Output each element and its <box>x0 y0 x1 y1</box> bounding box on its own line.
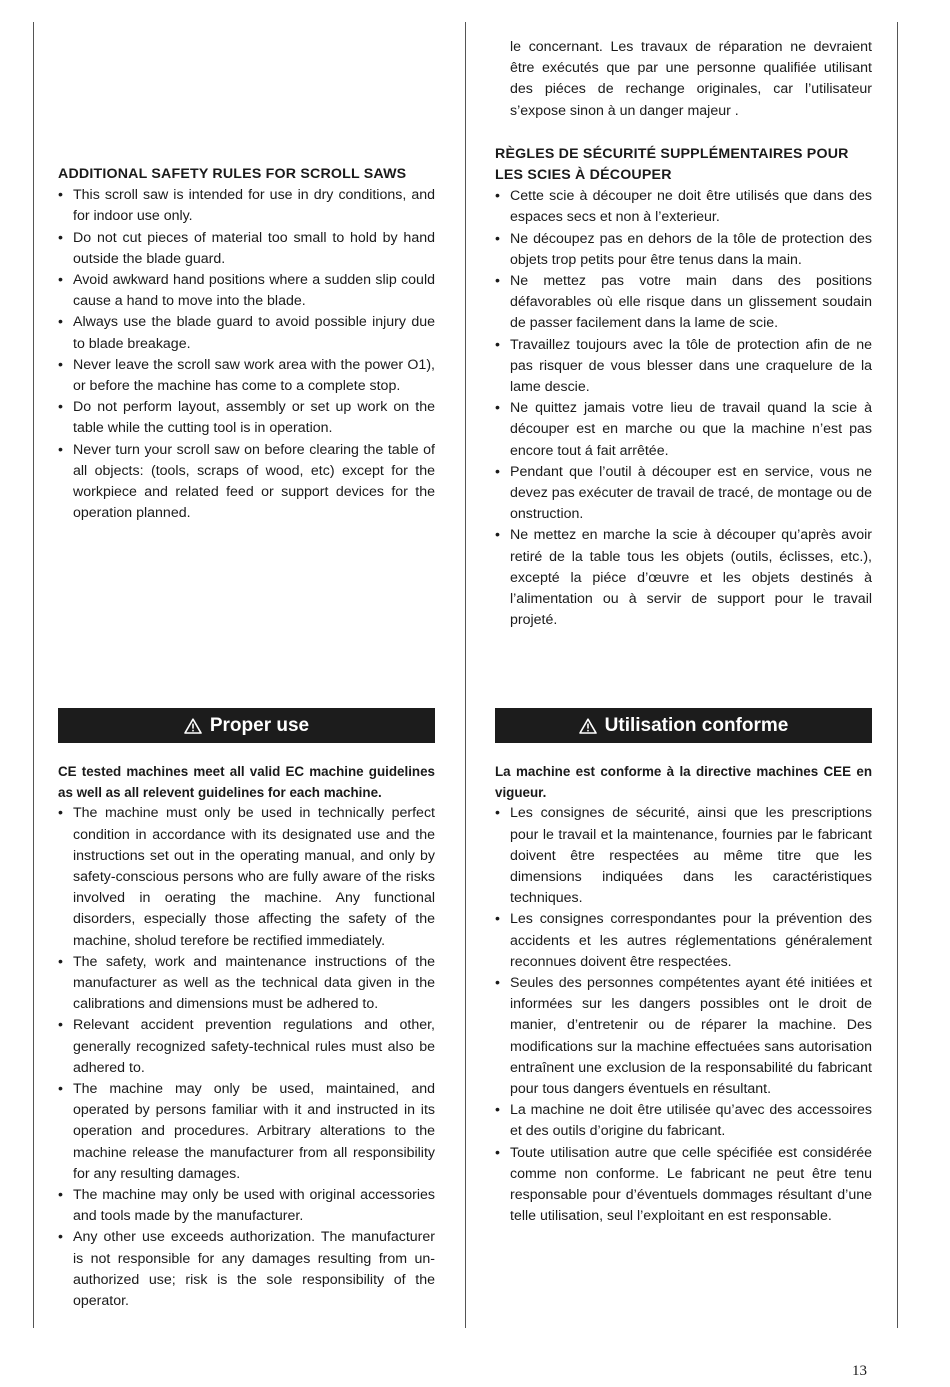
utilisation-conforme-banner <box>495 708 872 743</box>
list-item: • Relevant accident prevention regulations and other, generally recognized safety-technical rules must also be adhered to. <box>58 1015 435 1079</box>
list-item: • Do not perform layout, assembly or set up work on the table while the cutting tool is in operation. <box>58 397 435 439</box>
right-margin-rule <box>897 22 898 1328</box>
list-item: • This scroll saw is intended for use in dry conditions, and for indoor use only. <box>58 185 435 227</box>
list-item: • Any other use exceeds authorization. The manufacturer is not responsible for any damages resulting from un-authorized use; risk is the sole responsibility of the operator. <box>58 1227 435 1312</box>
right-safety-heading: RÈGLES DE SÉCURITÉ SUPPLÉMENTAIRES POUR LES SCIES À DÉCOUPER <box>495 145 849 184</box>
list-item: • Do not cut pieces of material too small to hold by hand outside the blade guard. <box>58 228 435 270</box>
left-lead-text: CE tested machines meet all valid EC machine guidelines as well as all relevent guidelines for each machine. <box>58 764 435 801</box>
list-item: • Les consignes correspondantes pour la prévention des accidents et les autres réglementations généralement reconnues doivent être respectées. <box>495 909 872 973</box>
list-item: • Seules des personnes compétentes ayant été initiées et informées sur les dangers possibles ont le droit de manier, d’entretenir ou de réparer la machine. Des modifications sur la machine effectuées sans autorisation entraînent une exclusion de la responsabilité du fabricant pour tous dangers éventuels en résultant. <box>495 973 872 1100</box>
proper-use-title: Proper use <box>209 714 310 736</box>
list-item: • The machine may only be used, maintained, and operated by persons familiar with it and instructed in its operation and procedures. Arbitrary alterations to the machine release the manufacturer from all responsibility for any resulting damages. <box>58 1079 435 1185</box>
list-item: • The machine must only be used in technically perfect condition in accordance with its designated use and the instructions set out in the operating manual, and only by safety-conscious persons who are fully aware of the risks involved in oerating the machine. Any functional disorders, especially those affecting the safety of the machine, sholud terefore be rectified immediately. <box>58 803 435 951</box>
left-safety-heading: ADDITIONAL SAFETY RULES FOR SCROLL SAWS <box>58 166 407 182</box>
page-number: 13 <box>852 1363 867 1379</box>
list-item: • Never turn your scroll saw on before clearing the table of all objects: (tools, scraps of wood, etc) except for the workpiece and related feed or support devices for the operation planned. <box>58 440 435 525</box>
list-item: • Travaillez toujours avec la tôle de protection afin de ne pas risquer de vous blesser dans une craquelure de la lame descie. <box>495 335 872 399</box>
right-utilisation-section <box>495 761 872 1227</box>
center-divider-rule <box>465 22 466 1328</box>
list-item: • Ne mettez pas votre main dans des positions défavorables où elle risque dans un glissement soudain de passer facilement dans la lame de scie. <box>495 271 872 335</box>
list-item: • Cette scie à découper ne doit être utilisés que dans des espaces secs et non à l’exterieur. <box>495 186 872 228</box>
utilisation-conforme-title: Utilisation conforme <box>604 714 789 736</box>
warning-icon <box>184 718 202 734</box>
list-item: • The machine may only be used with original accessories and tools made by the manufacturer. <box>58 1185 435 1227</box>
list-item: • Avoid awkward hand positions where a sudden slip could cause a hand to move into the blade. <box>58 270 435 312</box>
list-item: • Ne quittez jamais votre lieu de travail quand la scie à découper est en marche ou que la machine n’est pas encore tout á fait arrêtée. <box>495 398 872 462</box>
right-safety-list <box>495 186 872 631</box>
left-safety-list <box>58 185 435 524</box>
left-proper-use-section <box>58 761 435 1312</box>
list-item: • Pendant que l’outil à découper est en service, vous ne devez pas exécuter de travail de tracé, de montage ou de onstruction. <box>495 462 872 526</box>
list-item: • La machine ne doit être utilisée qu’avec des accessoires et des outils d’origine du fabricant. <box>495 1100 872 1142</box>
list-item: • Toute utilisation autre que celle spécifiée est considérée comme non conforme. Le fabricant ne peut être tenu responsable pour d’éventuels dommages résultant d’une telle utilisation, seul l’exploitant en est responsable. <box>495 1143 872 1228</box>
list-item: • Ne mettez en marche la scie à découper qu’après avoir retiré de la table tous les objets (outils, éclisses, etc.), excepté la piéce d’œuvre et les objets destinés à l’alimentation ou à servir de support pour le travail projeté. <box>495 525 872 631</box>
left-margin-rule <box>33 22 34 1328</box>
right-lead-text: La machine est conforme à la directive machines CEE en vigueur. <box>495 764 872 801</box>
left-safety-section <box>58 164 435 524</box>
list-item: • Never leave the scroll saw work area with the power O1), or before the machine has come to a complete stop. <box>58 355 435 397</box>
list-item: • Always use the blade guard to avoid possible injury due to blade breakage. <box>58 312 435 354</box>
list-item: • The safety, work and maintenance instructions of the manufacturer as well as the technical data given in the calibrations and dimensions must be adhered to. <box>58 952 435 1016</box>
right-intro-text: le concernant. Les travaux de réparation ne devraient être exécutés que par une personne qualifiée utilisant des piéces de rechange originales, car l’utilisateur s’expose sinon à un danger majeur . <box>510 39 872 119</box>
right-upper-section <box>495 37 872 631</box>
warning-icon <box>579 718 597 734</box>
list-item: • Ne découpez pas en dehors de la tôle de protection des objets trop petits pour être tenus dans la main. <box>495 229 872 271</box>
right-use-list <box>495 803 872 1227</box>
list-item: • Les consignes de sécurité, ainsi que les prescriptions pour le travail et la maintenance, fournies par le fabricant doivent être respectées au même titre que les dimensions indiquées dans les caractéristiques techniques. <box>495 803 872 909</box>
proper-use-banner <box>58 708 435 743</box>
left-use-list <box>58 803 435 1312</box>
